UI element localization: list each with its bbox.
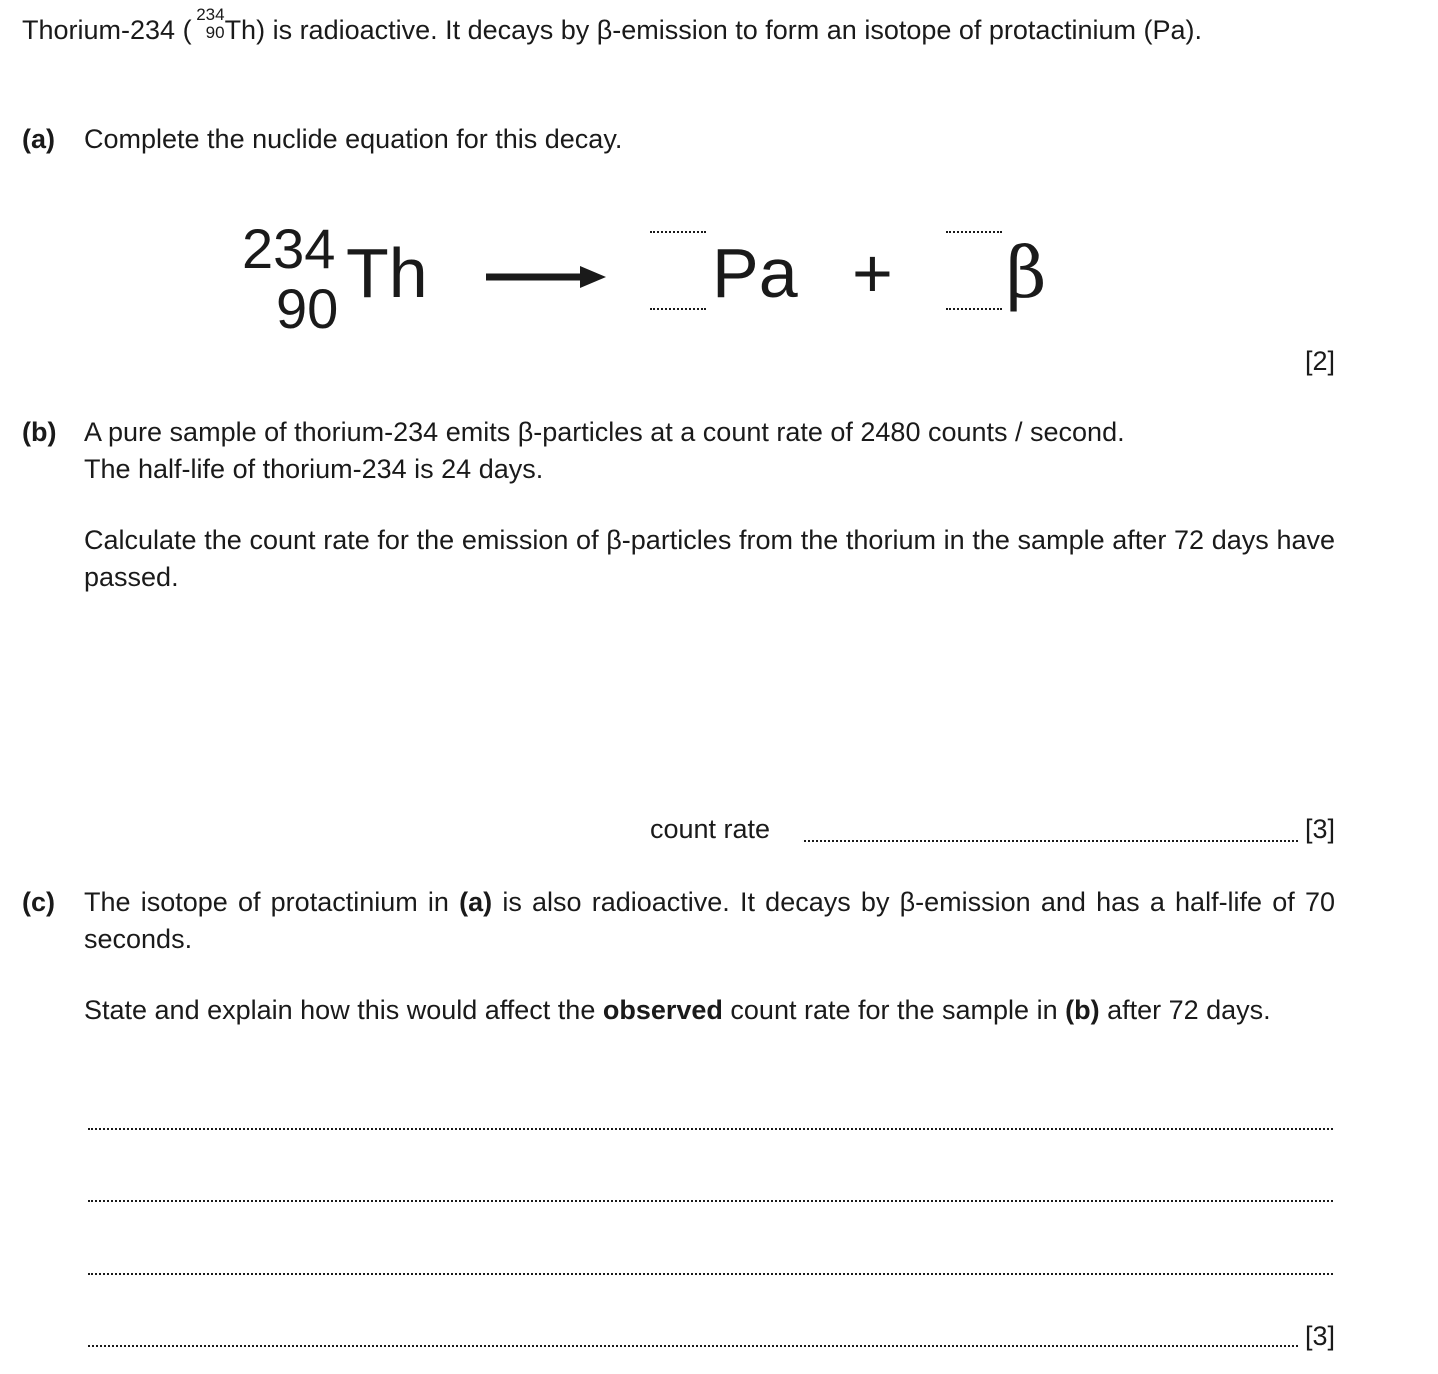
part-a-question: Complete the nuclide equation for this decay. [84,124,623,154]
part-b-label: (b) [22,417,57,447]
part-c-ref-a: (a) [459,887,493,917]
answer-line-1[interactable] [88,1128,1333,1130]
part-c-observed: observed [602,995,723,1025]
parent-mass-number: 234 [242,217,336,280]
arrow-icon [484,262,608,292]
part-c-statement-end: is also radioactive. It decays by β-emission and has a half-life of 70 seconds. [84,887,1335,954]
intro-text-end: Th) is radioactive. It decays by β-emission to form an isotope of protactinium (Pa). [224,15,1202,45]
part-b-line1: A pure sample of thorium-234 emits β-particles at a count rate of 2480 counts / second. [84,417,1125,447]
answer-line-2[interactable] [88,1200,1333,1202]
thorium-inline-nuclide [193,5,225,42]
inline-atomic-number: 90 [205,23,225,42]
part-c-question-end: after 72 days. [1099,995,1271,1025]
product-mass-blank[interactable] [650,231,706,233]
part-c-question [84,992,1335,1029]
plus-sign: + [852,234,893,312]
part-c-marks: [3] [1304,1321,1335,1351]
answer-line-4[interactable] [88,1345,1298,1347]
count-rate-label: count rate [650,814,771,844]
product-symbol: Pa [712,234,798,312]
inline-mass-number: 234 [196,5,225,24]
parent-atomic-number: 90 [276,277,339,340]
part-c-question-start: State and explain how this would affect the [84,995,603,1025]
product-atomic-blank[interactable] [650,308,706,310]
part-c-statement [84,884,1335,958]
beta-charge-blank[interactable] [946,308,1002,310]
count-rate-answer-line[interactable] [804,840,1298,842]
part-b-line2: The half-life of thorium-234 is 24 days. [84,454,544,484]
beta-mass-blank[interactable] [946,231,1002,233]
intro-paragraph [22,5,1335,49]
part-c-statement-start: The isotope of protactinium in [84,887,460,917]
parent-symbol: Th [346,234,428,312]
part-c-label: (c) [22,887,55,917]
part-c-ref-b: (b) [1065,995,1100,1025]
answer-line-3[interactable] [88,1273,1333,1275]
part-b-marks: [3] [1304,814,1335,844]
intro-text-start: Thorium-234 ( [22,15,192,45]
part-a-marks: [2] [1304,346,1335,376]
part-c-question-mid: count rate for the sample in [722,995,1066,1025]
beta-symbol: β [1006,232,1047,314]
part-b-question: Calculate the count rate for the emission of β-particles from the thorium in the sample after 72 days have passed. [84,525,1335,592]
part-a-label: (a) [22,124,55,154]
